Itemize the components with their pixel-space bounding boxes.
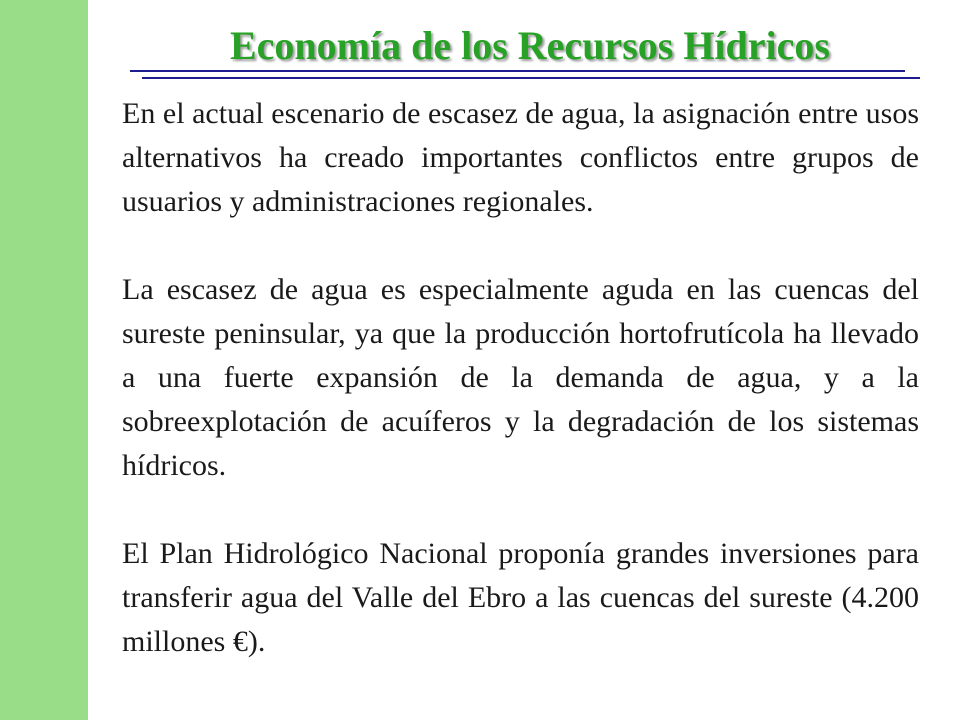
slide-title: Economía de los Recursos Hídricos [230, 23, 830, 68]
title-underline-top [130, 70, 905, 72]
paragraph-southeast-scarcity: La escasez de agua es especialmente aguda en las cuencas del sureste peninsular, ya que la producción hortofrutícola ha llevado a una fuerte expansión de la demanda de agua, y a la sobreexplotación de acuíferos y la degradación de los sistemas hídricos. [122, 273, 919, 482]
paragraph-water-allocation: En el actual escenario de escasez de agua, la asignación entre usos alternativos ha creado importantes conflictos entre grupos de usuarios y administraciones regionales. [122, 97, 919, 218]
side-accent-bar [0, 0, 88, 720]
title-underline-bottom [142, 77, 920, 79]
paragraph-national-plan: El Plan Hidrológico Nacional proponía grandes inversiones para transferir agua del Valle del Ebro a las cuencas del sureste (4.200 millones €). [122, 537, 919, 658]
slide-body [122, 92, 919, 664]
